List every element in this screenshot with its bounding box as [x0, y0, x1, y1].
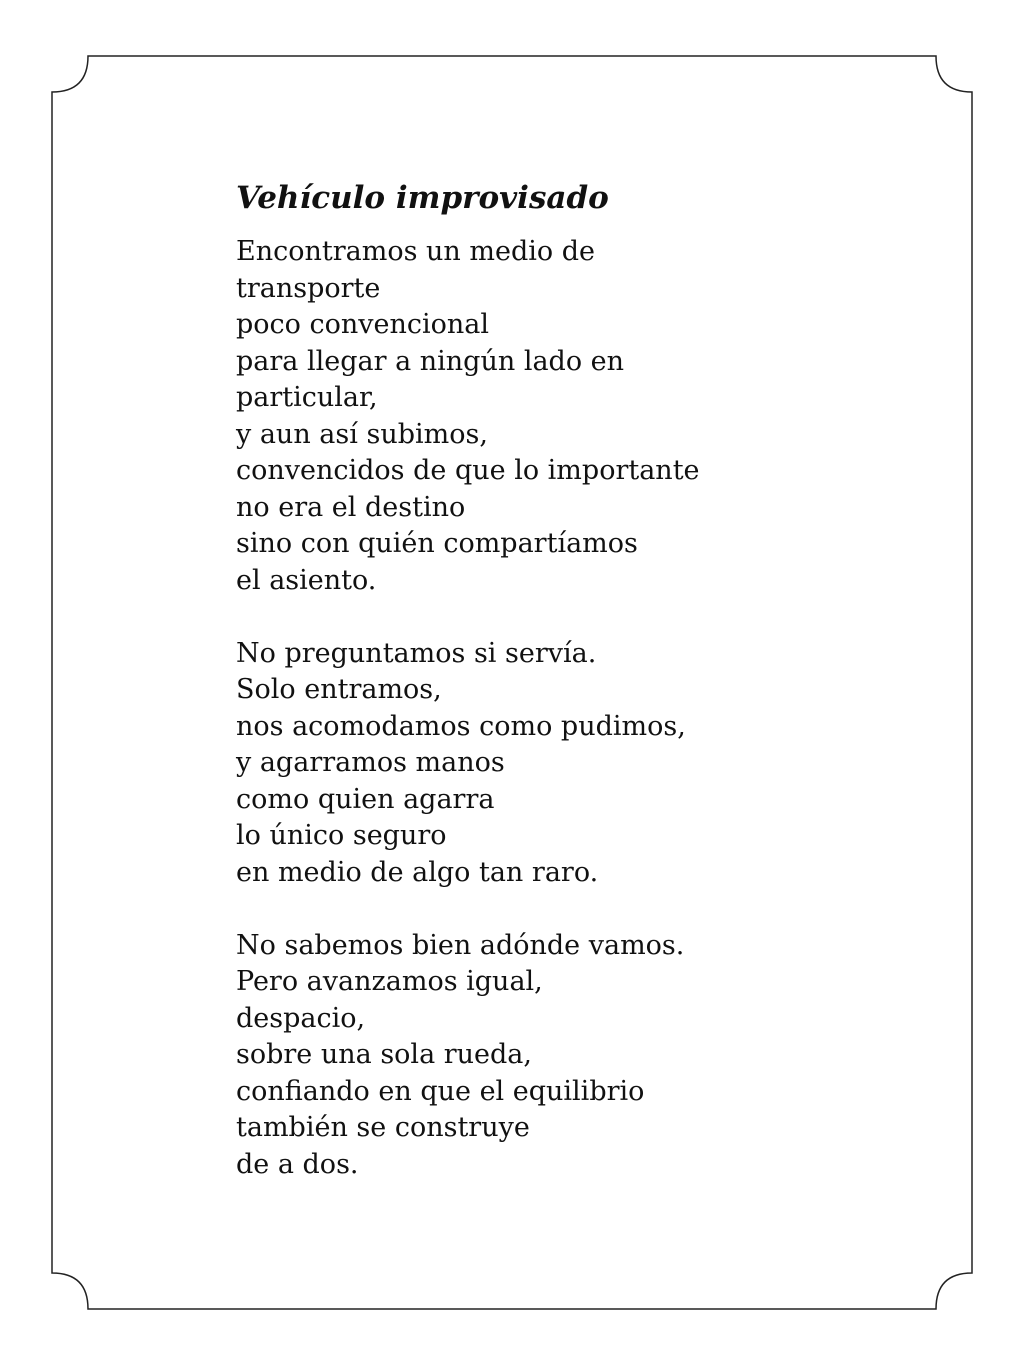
- poem-line: el asiento.: [236, 564, 377, 596]
- poem-line: No preguntamos si servía.: [236, 637, 597, 669]
- stanza-3: [236, 928, 936, 1184]
- poem-line: en medio de algo tan raro.: [236, 856, 599, 888]
- poem-line: y aun así subimos,: [236, 418, 488, 450]
- poem-line: Solo entramos,: [236, 674, 442, 705]
- poem-line: como quien agarra: [236, 783, 495, 815]
- poem-line: de a dos.: [236, 1148, 359, 1180]
- poem-line: no era el destino: [236, 491, 466, 523]
- poem-line: particular,: [236, 382, 378, 413]
- poem-line: No sabemos bien adónde vamos.: [236, 929, 685, 961]
- poem-line: sino con quién compartíamos: [236, 528, 638, 559]
- poem-line: poco convencional: [236, 309, 490, 340]
- poem-line: también se construye: [236, 1112, 530, 1143]
- poem-line: Encontramos un medio de: [236, 236, 595, 267]
- poem-line: transporte: [236, 272, 381, 304]
- poem-line: confiando en que el equilibrio: [236, 1075, 645, 1107]
- poem-line: y agarramos manos: [236, 747, 505, 778]
- poem: [236, 176, 936, 1183]
- poem-line: nos acomodamos como pudimos,: [236, 710, 686, 742]
- poem-line: Pero avanzamos igual,: [236, 966, 543, 997]
- poem-line: lo único seguro: [236, 820, 447, 851]
- stanza-1: [236, 234, 936, 599]
- poem-line: para llegar a ningún lado en: [236, 345, 625, 377]
- poem-line: convencidos de que lo importante: [236, 455, 700, 486]
- poem-line: sobre una sola rueda,: [236, 1039, 532, 1070]
- poem-title: Vehículo improvisado: [236, 180, 609, 216]
- poem-line: despacio,: [236, 1002, 366, 1034]
- stanza-2: [236, 636, 936, 892]
